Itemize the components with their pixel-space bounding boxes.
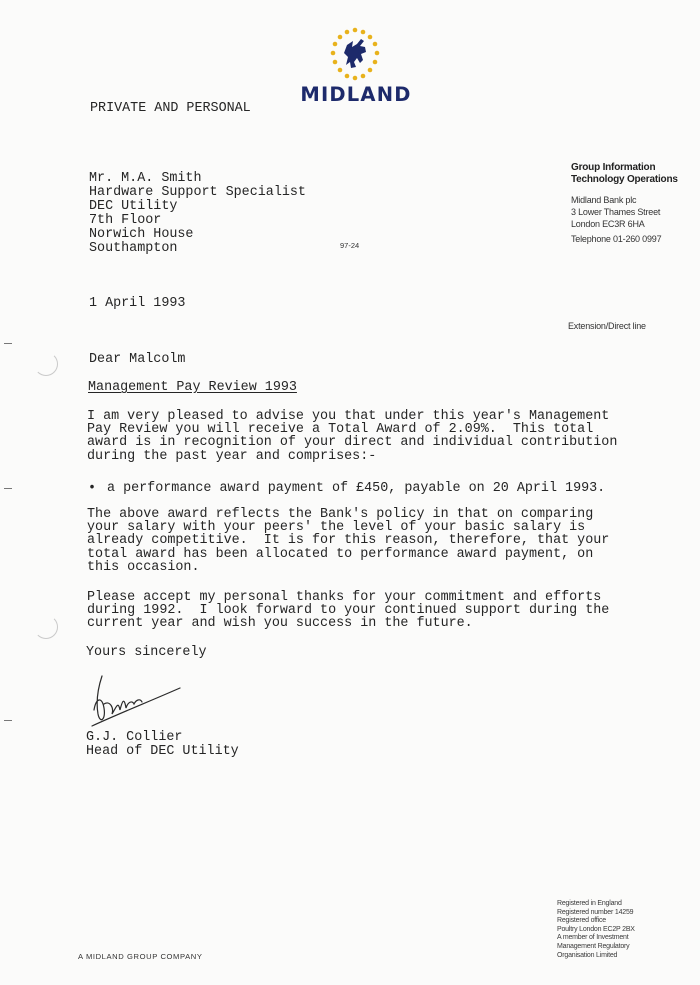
telephone: Telephone 01-260 0997	[571, 234, 662, 244]
fold-mark	[4, 488, 12, 489]
signatory-title: Head of DEC Utility	[86, 744, 239, 759]
reference-number: 97-24	[340, 241, 360, 250]
extension-label: Extension/Direct line	[568, 321, 646, 331]
bank-address-line: 3 Lower Thames Street	[571, 207, 661, 217]
department-line: Technology Operations	[571, 174, 678, 185]
salutation: Dear Malcolm	[89, 352, 186, 367]
recipient-line: Norwich House	[89, 227, 194, 242]
recipient-line: Southampton	[89, 241, 178, 256]
bank-address	[571, 194, 660, 230]
letter-date: 1 April 1993	[89, 296, 186, 311]
subject-line: Management Pay Review 1993	[88, 380, 297, 395]
bullet-item: a performance award payment of £450, payable on 20 April 1993.	[107, 481, 606, 496]
registration-line: Organisation Limited	[557, 951, 618, 959]
bank-address-line: London EC3R 6HA	[571, 219, 645, 229]
registration-line: Registered office	[557, 917, 607, 925]
bank-address-line: Midland Bank plc	[571, 195, 637, 205]
registration-details	[557, 900, 635, 960]
punch-hole-icon	[34, 352, 58, 376]
registration-line: Poultry London EC2P 2BX	[557, 925, 635, 933]
registration-line: A member of Investment	[557, 934, 629, 942]
recipient-line: 7th Floor	[89, 213, 162, 228]
recipient-line: DEC Utility	[89, 199, 178, 214]
department-line: Group Information	[571, 162, 656, 173]
recipient-line: Mr. M.A. Smith	[89, 171, 202, 186]
brand-name: MIDLAND	[300, 83, 412, 106]
body-paragraph-1: I am very pleased to advise you that under this year's Management Pay Review you will receive a Total Award of 2.09%. This total award is in recognition of your direct and individual contribution during the past year and comprises:-	[87, 409, 618, 464]
department-name	[571, 162, 678, 186]
registration-line: Management Regulatory	[557, 942, 630, 950]
bullet-marker: •	[88, 481, 97, 496]
recipient-address	[89, 172, 306, 256]
signatory-name: G.J. Collier	[86, 730, 183, 745]
group-company-label: A MIDLAND GROUP COMPANY	[78, 952, 203, 961]
fold-mark	[4, 343, 12, 344]
signature-icon	[88, 668, 188, 730]
body-paragraph-3: Please accept my personal thanks for your commitment and efforts during 1992. I look forward to your continued support during the current year and wish you success in the future.	[87, 590, 610, 632]
griffin-logo-icon	[326, 27, 384, 83]
body-paragraph-2: The above award reflects the Bank's policy in that on comparing your salary with your peers' the level of your basic salary is already competitive. It is for this reason, therefore, that your total award has been allocated to performance award payment, on this occasion.	[87, 507, 610, 575]
registration-line: Registered in England	[557, 900, 622, 907]
registration-line: Registered number 14259	[557, 908, 634, 916]
classification-label: PRIVATE AND PERSONAL	[90, 101, 251, 116]
fold-mark	[4, 720, 12, 721]
closing: Yours sincerely	[86, 645, 207, 660]
punch-hole-icon	[34, 615, 58, 639]
recipient-line: Hardware Support Specialist	[89, 185, 306, 200]
